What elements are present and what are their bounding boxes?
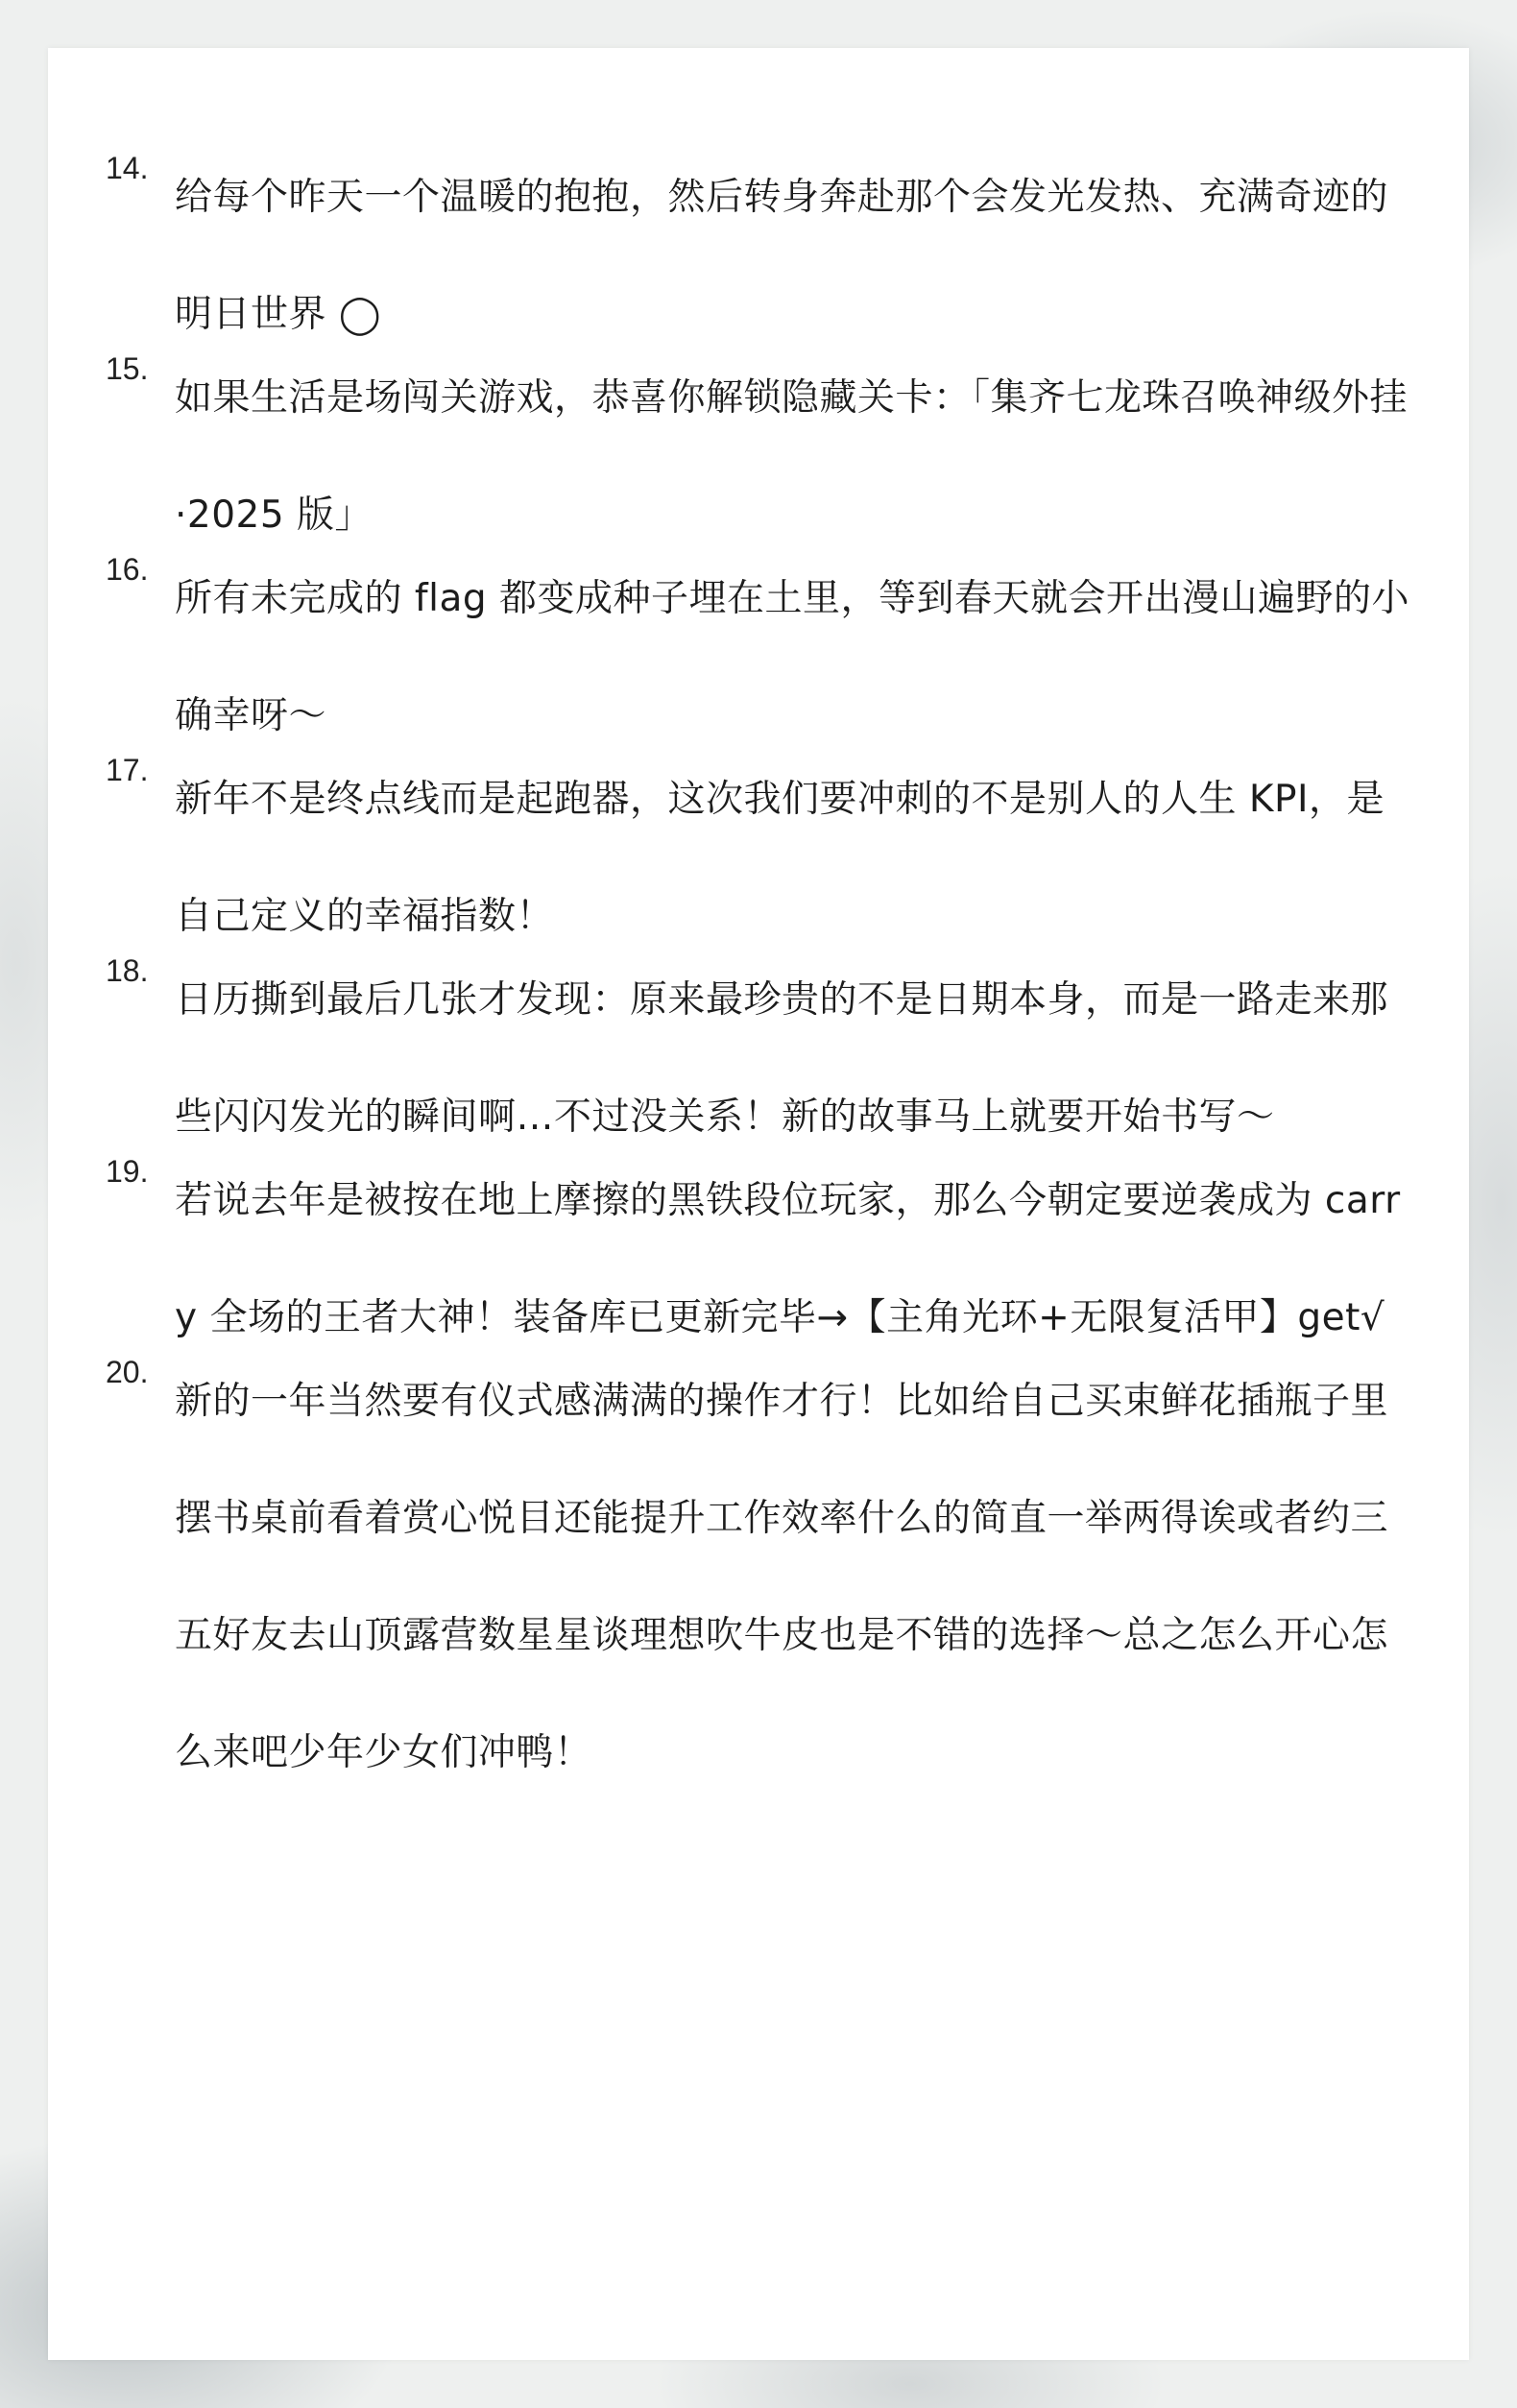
item-text: 日历撕到最后几张才发现：原来最珍贵的不是日期本身，而是一路走来那些闪闪发光的瞬间啊…不过没关系！新的故事马上就要开始书写～ (175, 978, 1389, 1139)
list-item (48, 1343, 1469, 1812)
item-text: 给每个昨天一个温暖的抱抱，然后转身奔赴那个会发光发热、充满奇迹的明日世界 ◯ (175, 176, 1389, 336)
item-text: 所有未完成的 flag 都变成种子埋在土里，等到春天就会开出漫山遍野的小确幸呀～ (175, 577, 1410, 737)
item-text: 如果生活是场闯关游戏，恭喜你解锁隐藏关卡：「集齐七龙珠召唤神级外挂·2025 版」 (175, 376, 1409, 537)
list-item (48, 139, 1469, 373)
item-number: 16. (106, 552, 149, 587)
wish-list (48, 151, 1469, 1812)
item-number: 15. (106, 351, 149, 386)
item-text: 若说去年是被按在地上摩擦的黑铁段位玩家，那么今朝定要逆袭成为 carry 全场的王者大神！装备库已更新完毕→【主角光环+无限复活甲】get√ (175, 1179, 1401, 1339)
item-number: 18. (106, 953, 149, 988)
list-item (48, 741, 1469, 975)
list-item (48, 340, 1469, 574)
item-text: 新的一年当然要有仪式感满满的操作才行！比如给自己买束鲜花插瓶子里摆书桌前看着赏心悦目还能提升工作效率什么的简直一举两得诶或者约三五好友去山顶露营数星星谈理想吹牛皮也是不错的选择～总之怎么开心怎么来吧少年少女们冲鸭！ (175, 1380, 1389, 1774)
paper-sheet (48, 48, 1469, 2360)
item-number: 17. (106, 753, 149, 787)
item-number: 14. (106, 151, 149, 185)
item-text: 新年不是终点线而是起跑器，这次我们要冲刺的不是别人的人生 KPI，是自己定义的幸福指数！ (175, 778, 1385, 938)
list-item (48, 1143, 1469, 1377)
item-number: 20. (106, 1355, 149, 1389)
list-item (48, 942, 1469, 1176)
item-number: 19. (106, 1154, 149, 1189)
list-item (48, 541, 1469, 775)
